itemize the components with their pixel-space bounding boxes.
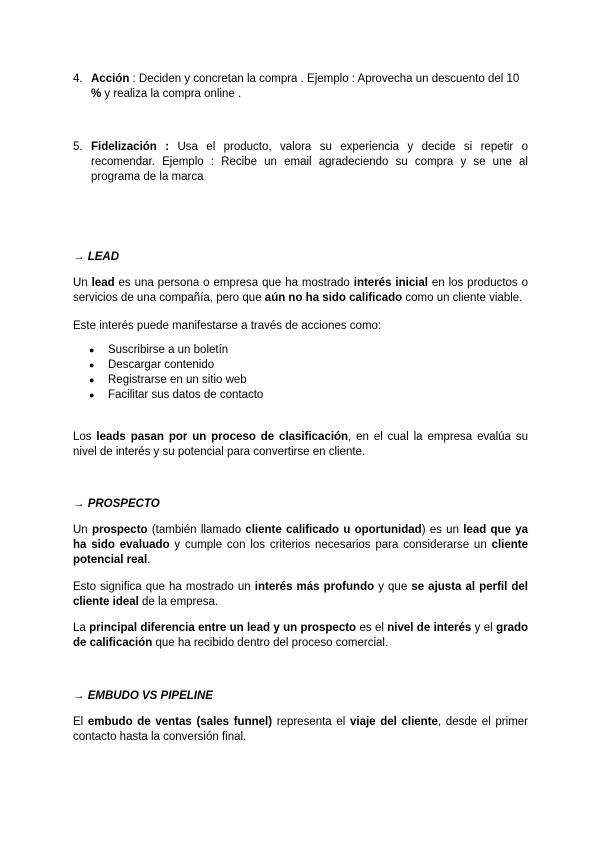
list-item-title: Fidelización : <box>91 141 170 153</box>
section-heading-embudo: → EMBUDO VS PIPELINE <box>73 690 213 702</box>
bullet-icon: ● <box>89 390 95 400</box>
list-item-text: y realiza la compra online . <box>101 88 242 100</box>
section-heading-lead: → LEAD <box>73 251 119 263</box>
list-item: ● Suscribirse a un boletín <box>89 344 229 356</box>
paragraph: Esto significa que ha mostrado un interés más profundo y que se ajusta al perfil del cliente ideal de la empresa. <box>73 581 528 608</box>
bullet-icon: ● <box>89 360 95 370</box>
bullet-icon: ● <box>89 375 95 385</box>
paragraph: Este interés puede manifestarse a través de acciones como: <box>73 320 382 332</box>
list-number: 5. <box>73 141 83 153</box>
section-heading-prospecto: → PROSPECTO <box>73 498 160 510</box>
bullet-list <box>73 343 263 403</box>
list-item-accion <box>73 72 528 102</box>
list-item-fidelizacion <box>91 140 528 185</box>
list-item-title: Acción <box>91 73 130 85</box>
list-number: 4. <box>73 73 83 85</box>
paragraph: Los leads pasan por un proceso de clasificación, en el cual la empresa evalúa su nivel de interés y su potencial para convertirse en cliente. <box>73 431 528 458</box>
list-item: ● Registrarse en un sitio web <box>89 374 247 386</box>
list-item: ● Facilitar sus datos de contacto <box>89 389 264 401</box>
list-item-text: Usa el producto, valora su experiencia y decide si repetir o recomendar. Ejemplo : Recibe un email agradeciendo su compra y se une al programa de la marca <box>91 141 528 183</box>
list-item-bold: % <box>91 88 102 100</box>
paragraph: La principal diferencia entre un lead y un prospecto es el nivel de interés y el grado de calificación que ha recibido dentro del proceso comercial. <box>73 622 529 649</box>
paragraph: Un lead es una persona o empresa que ha mostrado interés inicial en los productos o servicios de una compañía, pero que aún no ha sido calificado como un cliente viable. <box>73 277 528 304</box>
list-item-text: : Deciden y concretan la compra . Ejemplo : Aprovecha un descuento del 10 <box>129 73 520 85</box>
list-item: ● Descargar contenido <box>89 359 215 371</box>
bullet-icon: ● <box>89 345 95 355</box>
paragraph: Un prospecto (también llamado cliente calificado u oportunidad) es un lead que ya ha sido evaluado y cumple con los criterios necesarios para considerarse un cliente potencial real. <box>73 524 528 566</box>
paragraph: El embudo de ventas (sales funnel) representa el viaje del cliente, desde el primer contacto hasta la conversión final. <box>73 716 528 743</box>
